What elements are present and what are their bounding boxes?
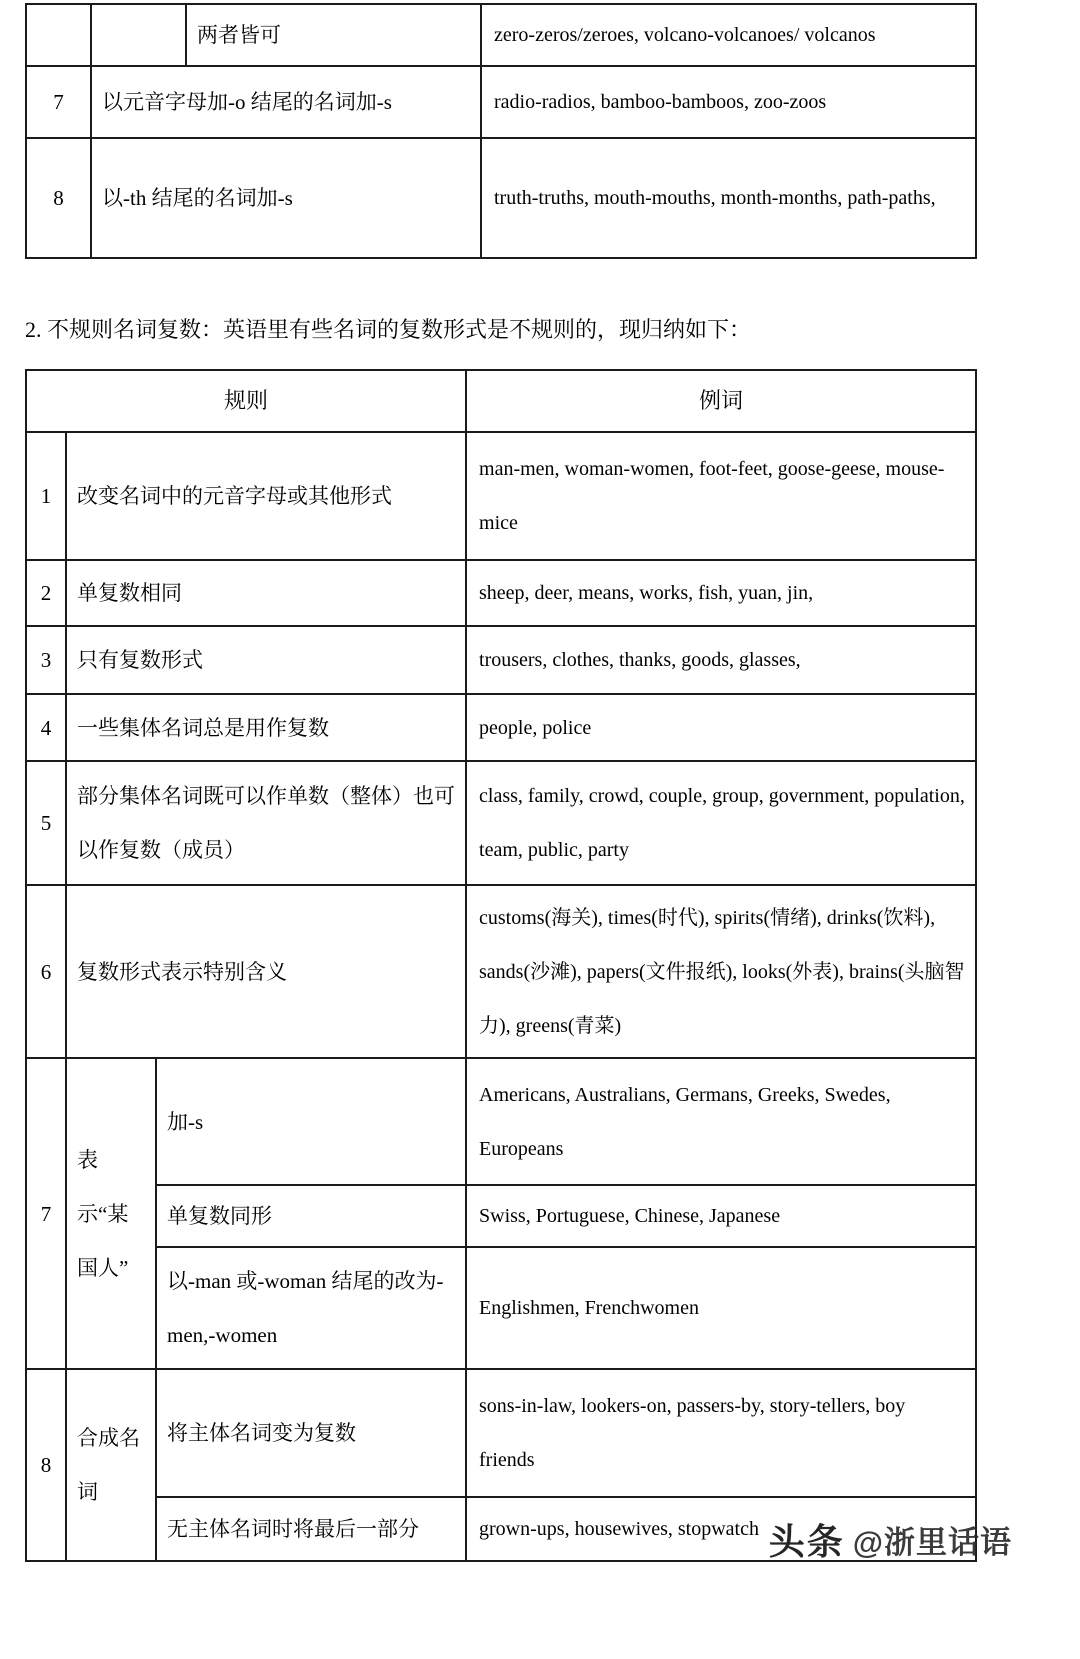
rule-cell: 两者皆可 xyxy=(186,4,481,66)
table-row xyxy=(26,66,976,138)
row-number-cell: 7 xyxy=(26,1058,66,1369)
watermark-handle: @浙里话语 xyxy=(852,1525,1012,1560)
row-number-cell: 2 xyxy=(26,560,66,626)
row-number-cell: 1 xyxy=(26,432,66,560)
table-row xyxy=(26,1369,976,1497)
table-row xyxy=(26,1185,976,1247)
examples-cell: grown-ups, housewives, stopwatch xyxy=(466,1497,976,1561)
examples-cell: radio-radios, bamboo-bamboos, zoo-zoos xyxy=(481,66,976,138)
sub-cell xyxy=(91,4,186,66)
rule-cell: 以-man 或-woman 结尾的改为-men,-women xyxy=(156,1247,466,1369)
document-page xyxy=(25,3,975,1562)
table-row xyxy=(26,885,976,1058)
row-number-cell: 6 xyxy=(26,885,66,1058)
table-row xyxy=(26,4,976,66)
row-number-cell: 3 xyxy=(26,626,66,694)
rule-cell: 复数形式表示特别含义 xyxy=(66,885,466,1058)
irregular-plurals-table xyxy=(25,369,977,1562)
rule-cell: 无主体名词时将最后一部分 xyxy=(156,1497,466,1561)
toutiao-logo: 头条 xyxy=(768,1521,845,1562)
header-examples-cell: 例词 xyxy=(466,370,976,432)
table-row xyxy=(26,138,976,258)
examples-cell: Englishmen, Frenchwomen xyxy=(466,1247,976,1369)
examples-cell: people, police xyxy=(466,694,976,761)
rule-cell: 以-th 结尾的名词加-s xyxy=(91,138,481,258)
table-row xyxy=(26,1058,976,1185)
row-number-cell: 5 xyxy=(26,761,66,885)
watermark xyxy=(769,1514,1012,1565)
rule-cell: 单复数同形 xyxy=(156,1185,466,1247)
category-cell: 合成名词 xyxy=(66,1369,156,1561)
header-rule-cell: 规则 xyxy=(26,370,466,432)
examples-cell: truth-truths, mouth-mouths, month-months, path-paths, xyxy=(481,138,976,258)
examples-cell: customs(海关), times(时代), spirits(情绪), drinks(饮料), sands(沙滩), papers(文件报纸), looks(外表), brains(头脑智力), greens(青菜) xyxy=(466,885,976,1058)
row-number-cell: 8 xyxy=(26,1369,66,1561)
rule-cell: 一些集体名词总是用作复数 xyxy=(66,694,466,761)
section-heading: 2. 不规则名词复数：英语里有些名词的复数形式是不规则的，现归纳如下： xyxy=(25,317,752,342)
row-number-cell: 7 xyxy=(26,66,91,138)
rule-cell: 加-s xyxy=(156,1058,466,1185)
table-row xyxy=(26,694,976,761)
table-row xyxy=(26,626,976,694)
examples-cell: class, family, crowd, couple, group, government, population, team, public, party xyxy=(466,761,976,885)
table-row xyxy=(26,1247,976,1369)
examples-cell: Swiss, Portuguese, Chinese, Japanese xyxy=(466,1185,976,1247)
examples-cell: zero-zeros/zeroes, volcano-volcanoes/ volcanos xyxy=(481,4,976,66)
examples-cell: man-men, woman-women, foot-feet, goose-geese, mouse-mice xyxy=(466,432,976,560)
rule-cell: 将主体名词变为复数 xyxy=(156,1369,466,1497)
rule-cell: 改变名词中的元音字母或其他形式 xyxy=(66,432,466,560)
rule-cell: 以元音字母加-o 结尾的名词加-s xyxy=(91,66,481,138)
row-number-cell xyxy=(26,4,91,66)
regular-plurals-table xyxy=(25,3,977,259)
table-row xyxy=(26,761,976,885)
rule-cell: 部分集体名词既可以作单数（整体）也可以作复数（成员） xyxy=(66,761,466,885)
examples-cell: Americans, Australians, Germans, Greeks, Swedes, Europeans xyxy=(466,1058,976,1185)
examples-cell: sheep, deer, means, works, fish, yuan, jin, xyxy=(466,560,976,626)
table-header-row xyxy=(26,370,976,432)
examples-cell: trousers, clothes, thanks, goods, glasses, xyxy=(466,626,976,694)
rule-cell: 只有复数形式 xyxy=(66,626,466,694)
table-row xyxy=(26,560,976,626)
table-row xyxy=(26,432,976,560)
row-number-cell: 8 xyxy=(26,138,91,258)
rule-cell: 单复数相同 xyxy=(66,560,466,626)
examples-cell: sons-in-law, lookers-on, passers-by, story-tellers, boy friends xyxy=(466,1369,976,1497)
row-number-cell: 4 xyxy=(26,694,66,761)
category-cell: 表示“某国人” xyxy=(66,1058,156,1369)
